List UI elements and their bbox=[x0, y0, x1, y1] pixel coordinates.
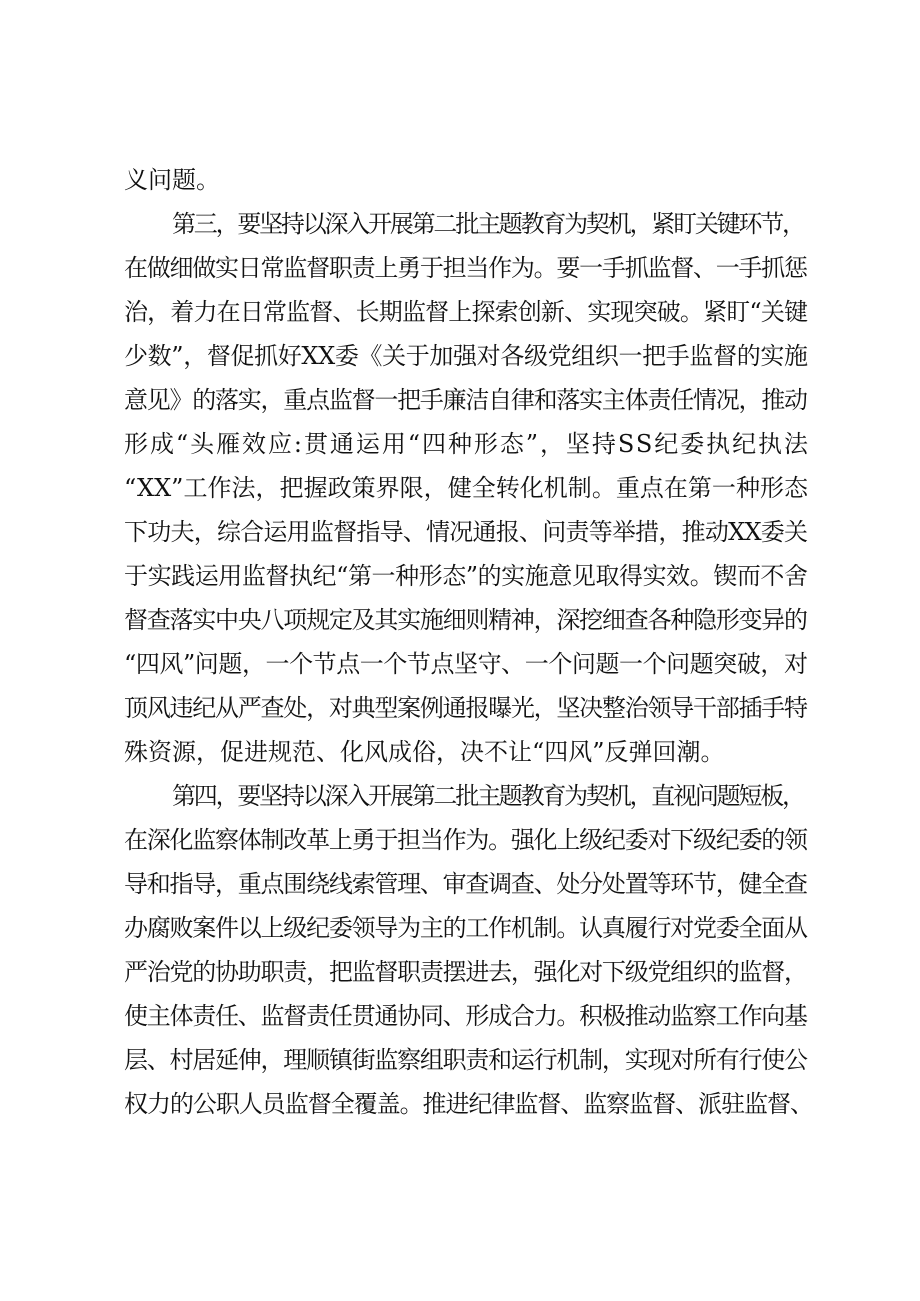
text-line: 在做细做实日常监督职责上勇于担当作为。要一手抓监督、一手抓惩 bbox=[124, 254, 807, 282]
text-line: 于实践运用监督执纪“第一种形态”的实施意见取得实效。锲而不舍 bbox=[124, 562, 808, 590]
text-line: 在深化监察体制改革上勇于担当作为。强化上级纪委对下级纪委的领 bbox=[124, 826, 807, 854]
text-line: 权力的公职人员监督全覆盖。推进纪律监督、监察监督、派驻监督、 bbox=[124, 1090, 813, 1118]
text-line: 殊资源，促进规范、化风成俗，决不让“四风”反弹回潮。 bbox=[124, 738, 725, 766]
text-line: 严治党的协助职责，把监督职责摆进去，强化对下级党组织的监督， bbox=[124, 958, 807, 986]
text-line: 使主体责任、监督责任贯通协同、形成合力。积极推动监察工作向基 bbox=[124, 1002, 807, 1030]
text-line: “四风”问题，一个节点一个节点坚守、一个问题一个问题突破，对 bbox=[124, 650, 808, 678]
paragraph-start-line: 第四，要坚持以深入开展第二批主题教育为契机，直视问题短板， bbox=[172, 782, 804, 810]
text-line: 顶风违纪从严查处，对典型案例通报曝光，坚决整治领导干部插手特 bbox=[124, 694, 807, 722]
text-line: 导和指导，重点围绕线索管理、审查调查、处分处置等环节，健全查 bbox=[124, 870, 807, 898]
text-line: 意见》的落实，重点监督一把手廉洁自律和落实主体责任情况，推动 bbox=[124, 386, 807, 414]
text-line: 少数”，督促抓好XX委《关于加强对各级党组织一把手监督的实施 bbox=[124, 342, 808, 370]
text-line: 下功夫，综合运用监督指导、情况通报、问责等举措，推动XX委关 bbox=[124, 518, 808, 546]
text-line: 义问题。 bbox=[124, 166, 220, 194]
text-line: 督查落实中央八项规定及其实施细则精神，深挖细查各种隐形变异的 bbox=[124, 606, 807, 634]
text-line: 层、村居延伸，理顺镇街监察组职责和运行机制，实现对所有行使公 bbox=[124, 1046, 807, 1074]
text-line: 办腐败案件以上级纪委领导为主的工作机制。认真履行对党委全面从 bbox=[124, 914, 807, 942]
paragraph-start-line: 第三，要坚持以深入开展第二批主题教育为契机，紧盯关键环节， bbox=[172, 210, 804, 238]
text-line: 形成“头雁效应:贯通运用“四种形态”，坚持SS纪委执纪执法 bbox=[124, 430, 810, 458]
text-line: 治，着力在日常监督、长期监督上探索创新、实现突破。紧盯“关键 bbox=[124, 298, 808, 326]
text-line: “XX”工作法，把握政策界限，健全转化机制。重点在第一种形态 bbox=[124, 474, 809, 502]
